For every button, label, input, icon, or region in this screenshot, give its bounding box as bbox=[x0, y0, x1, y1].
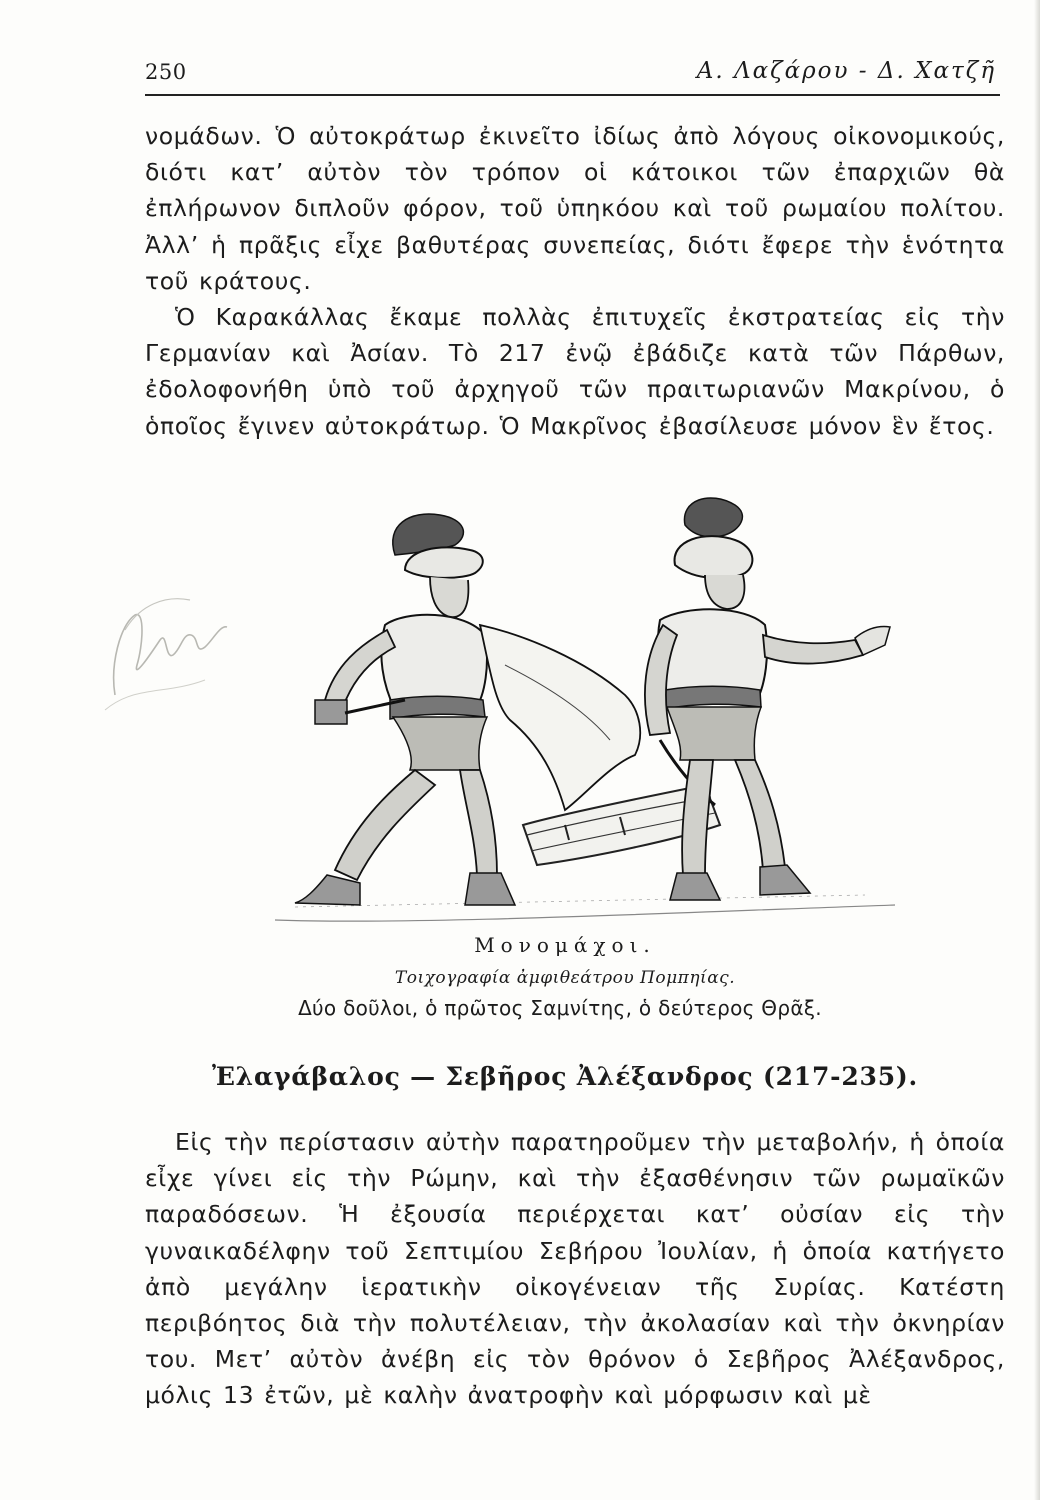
figure-caption-source: Τοιχογραφία ἀμφιθεάτρου Πομπηίας. bbox=[394, 968, 736, 988]
paragraph: Ὁ Καρακάλλας ἔκαμε πολλὰς ἐπιτυχεῖς ἐκστρατείας εἰς τὴν Γερμανίαν καὶ Ἀσίαν. Τὸ 217 ἐνῷ ἐβάδιζε κατὰ τῶν Πάρθων, ἐδολοφονήθη ὑπὸ τοῦ ἀρχηγοῦ τῶν πραιτωριανῶν Μακρίνου, ὁ ὁποῖος ἔγινεν αὐτοκράτωρ. Ὁ Μακρῖνος ἐβασίλευσε μόνον ἓν ἔτος. bbox=[145, 303, 1005, 440]
paragraph: Εἰς τὴν περίστασιν αὐτὴν παρατηροῦμεν τὴν μεταβολήν, ἡ ὁποία εἶχε γίνει εἰς τὴν Ρώμην, καὶ τὴν ἐξασθένησιν τῶν ρωμαϊκῶν παραδόσεων. Ἡ ἐξουσία περιέρχεται κατ’ οὐσίαν εἰς τὴν γυναικαδέλφην τοῦ Σεπτιμίου Σεβήρου Ἰουλίαν, ἡ ὁποία κατήγετο ἀπὸ μεγάλην ἱερατικὴν οἰκογένειαν τῆς Συρίας. Κατέστη περιβόητος διὰ τὴν πολυτέλειαν, τὴν ἀκολασίαν καὶ τὴν ὀκνηρίαν του. Μετ’ αὐτὸν ἀνέβη εἰς τὸν θρόνον ὁ Σεβῆρος Ἀλέξανδρος, μόλις 13 ἐτῶν, μὲ καλὴν ἀνατροφὴν καὶ μόρφωσιν καὶ μὲ bbox=[145, 1128, 1005, 1410]
text-block-bottom bbox=[145, 1124, 1005, 1414]
running-head: Α. Λαζάρου - Δ. Χατζῆ bbox=[696, 58, 996, 84]
figure-caption-title: Μονομάχοι. bbox=[474, 933, 656, 957]
gladiator-thracian-drawing bbox=[645, 498, 890, 900]
signature-mark bbox=[95, 585, 235, 715]
text-block-top bbox=[145, 118, 1005, 444]
page-header bbox=[145, 58, 1000, 96]
gladiators-illustration bbox=[265, 495, 905, 935]
paragraph: νομάδων. Ὁ αὐτοκράτωρ ἐκινεῖτο ἰδίως ἀπὸ λόγους οἰκονομικούς, διότι κατ’ αὐτὸν τὸν τρόπον οἱ κάτοικοι τῶν ἐπαρχιῶν θὰ ἐπλήρωνον διπλοῦν φόρον, τοῦ ὑπηκόου καὶ τοῦ ρωμαίου πολίτου. Ἀλλ’ ἡ πρᾶξις εἶχε βαθυτέρας συνεπείας, διότι ἔφερε τὴν ἑνότητα τοῦ κράτους. bbox=[145, 122, 1005, 295]
page-number: 250 bbox=[145, 60, 187, 84]
figure-caption-description: Δύο δοῦλοι, ὁ πρῶτος Σαμνίτης, ὁ δεύτερος Θρᾶξ. bbox=[298, 996, 822, 1020]
page-edge-shadow bbox=[1034, 0, 1040, 1500]
section-heading: Ἐλαγάβαλος — Σεβῆρος Ἀλέξανδρος (217-235). bbox=[211, 1062, 919, 1091]
